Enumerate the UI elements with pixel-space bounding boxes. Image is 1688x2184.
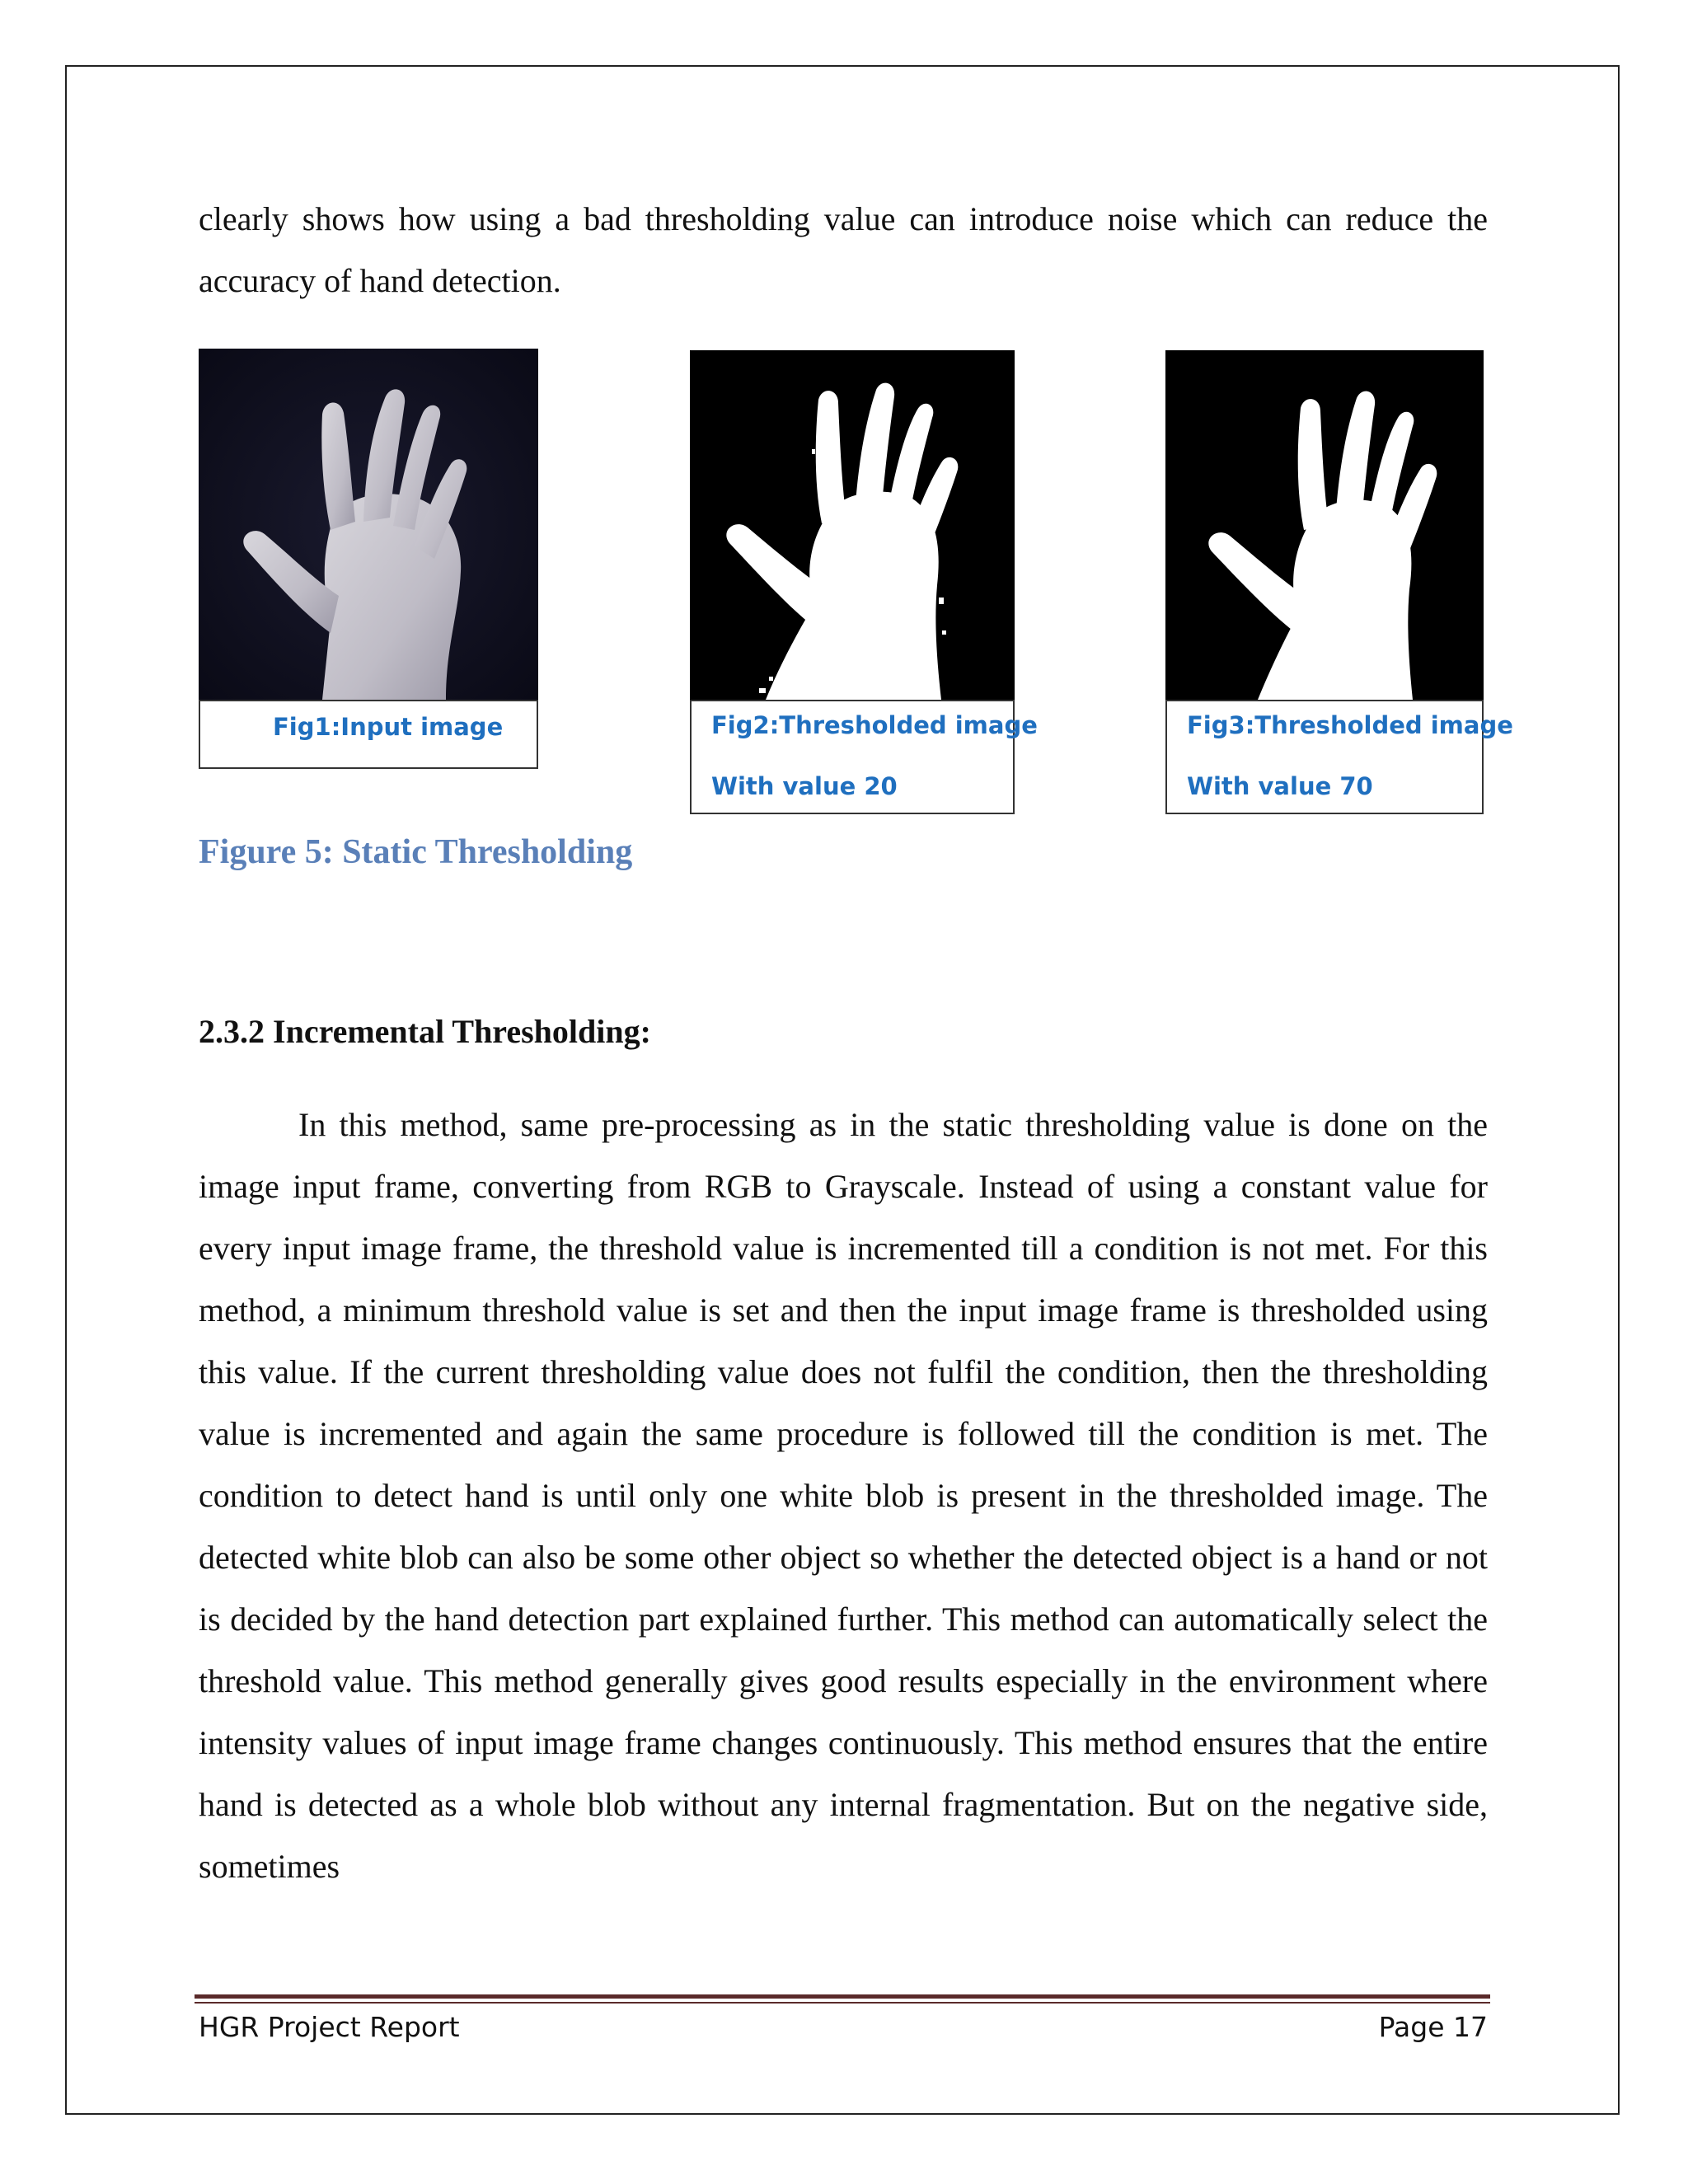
footer-page-number: Page 17 <box>1378 2011 1488 2043</box>
hand-photo <box>199 349 538 700</box>
caption-line-2: With value 70 <box>1187 772 1373 800</box>
footer-rule-thin <box>195 2002 1490 2004</box>
caption-line-1: Fig1:Input image <box>273 713 504 741</box>
thresholded-hand-20 <box>690 350 1015 700</box>
caption-line-1: Fig2:Thresholded image <box>711 711 1038 739</box>
caption-line-1: Fig3:Thresholded image <box>1187 711 1513 739</box>
figure-title: Figure 5: Static Thresholding <box>199 833 633 871</box>
section-heading: 2.3.2 Incremental Thresholding: <box>199 1013 651 1050</box>
figure-threshold-20 <box>690 350 1038 814</box>
thresholded-hand-70 <box>1165 350 1484 700</box>
caption-fig3 <box>1165 700 1513 814</box>
caption-fig1 <box>199 700 538 769</box>
caption-fig2 <box>690 700 1038 814</box>
footer-rule <box>195 1994 1490 1999</box>
caption-line-2: With value 20 <box>711 772 898 800</box>
figure-input-image <box>199 349 538 769</box>
intro-paragraph: clearly shows how using a bad thresholding value can introduce noise which can reduce the accuracy of hand detection. <box>199 200 1488 299</box>
figure-threshold-70 <box>1165 350 1513 814</box>
footer-report-title: HGR Project Report <box>199 2011 460 2043</box>
section-paragraph: In this method, same pre-processing as in the static thresholding value is done on the image input frame, converting from RGB to Grayscale. Instead of using a constant value for every input image frame, the threshold value is incremented till a condition is not met. For this method, a minimum threshold value is set and then the input image frame is thresholded using this value. If the current thresholding value does not fulfil the condition, then the thresholding value is incremented and again the same procedure is followed till the condition is met. The condition to detect hand is until only one white blob is present in the thresholded image. The detected white blob can also be some other object so whether the detected object is a hand or not is decided by the hand detection part explained further. This method can automatically select the threshold value. This method generally gives good results especially in the environment where intensity values of input image frame changes continuously. This method ensures that the entire hand is detected as a whole blob without any internal fragmentation. But on the negative side, sometimes <box>199 1106 1488 1885</box>
